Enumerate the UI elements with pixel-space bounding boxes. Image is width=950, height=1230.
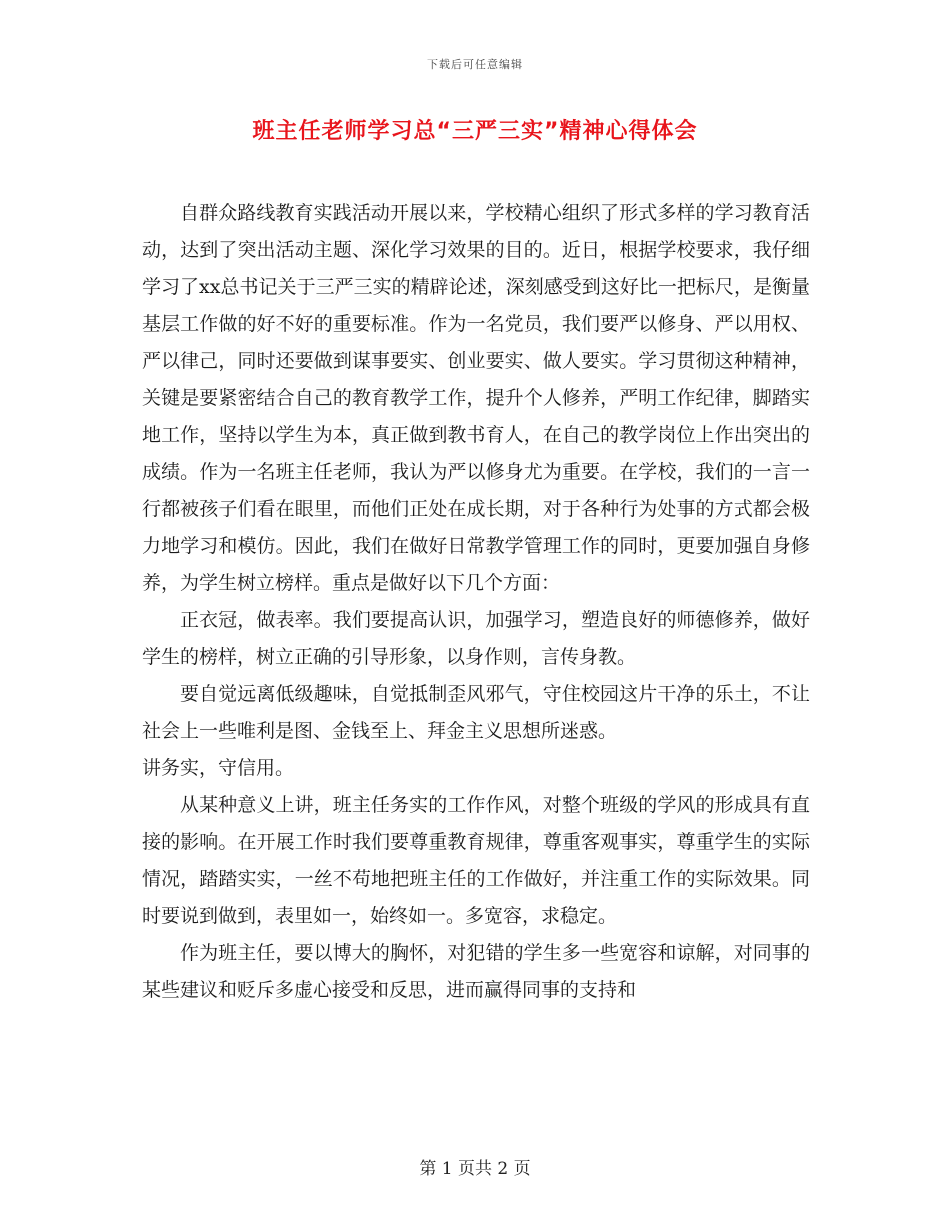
- page-number: 第 1 页共 2 页: [419, 1159, 531, 1179]
- document-body: [142, 195, 810, 1009]
- page-header-note: 下载后可任意编辑: [427, 58, 523, 71]
- paragraph-heading-practical: 讲务实，守信用。: [142, 757, 295, 779]
- paragraph-tolerance: 作为班主任，要以博大的胸怀，对犯错的学生多一些宽容和谅解，对同事的某些建议和贬斥多虚心接受和反思，进而赢得同事的支持和: [142, 942, 810, 1001]
- paragraph-dress-example: 正衣冠，做表率。我们要提高认识，加强学习，塑造良好的师德修养，做好学生的榜样，树立正确的引导形象，以身作则，言传身教。: [142, 609, 810, 668]
- document-title: 班主任老师学习总“三严三实”精神心得体会: [252, 119, 698, 144]
- paragraph-avoid-vulgar: 要自觉远离低级趣味，自觉抵制歪风邪气，守住校园这片干净的乐土，不让社会上一些唯利是图、金钱至上、拜金主义思想所迷惑。: [142, 683, 810, 742]
- paragraph-practical-style: 从某种意义上讲，班主任务实的工作作风，对整个班级的学风的形成具有直接的影响。在开展工作时我们要尊重教育规律，尊重客观事实，尊重学生的实际情况，踏踏实实，一丝不苟地把班主任的工作做好，并注重工作的实际效果。同时要说到做到，表里如一，始终如一。多宽容，求稳定。: [142, 794, 810, 927]
- paragraph-intro: 自群众路线教育实践活动开展以来，学校精心组织了形式多样的学习教育活动，达到了突出活动主题、深化学习效果的目的。近日，根据学校要求，我仔细学习了xx总书记关于三严三实的精辟论述，深刻感受到这好比一把标尺，是衡量基层工作做的好不好的重要标准。作为一名党员，我们要严以修身、严以用权、严以律己，同时还要做到谋事要实、创业要实、做人要实。学习贯彻这种精神，关键是要紧密结合自己的教育教学工作，提升个人修养，严明工作纪律，脚踏实地工作，坚持以学生为本，真正做到教书育人，在自己的教学岗位上作出突出的成绩。作为一名班主任老师，我认为严以修身尤为重要。在学校，我们的一言一行都被孩子们看在眼里，而他们正处在成长期，对于各种行为处事的方式都会极力地学习和模仿。因此，我们在做好日常教学管理工作的同时，更要加强自身修养，为学生树立榜样。重点是做好以下几个方面：: [142, 202, 810, 594]
